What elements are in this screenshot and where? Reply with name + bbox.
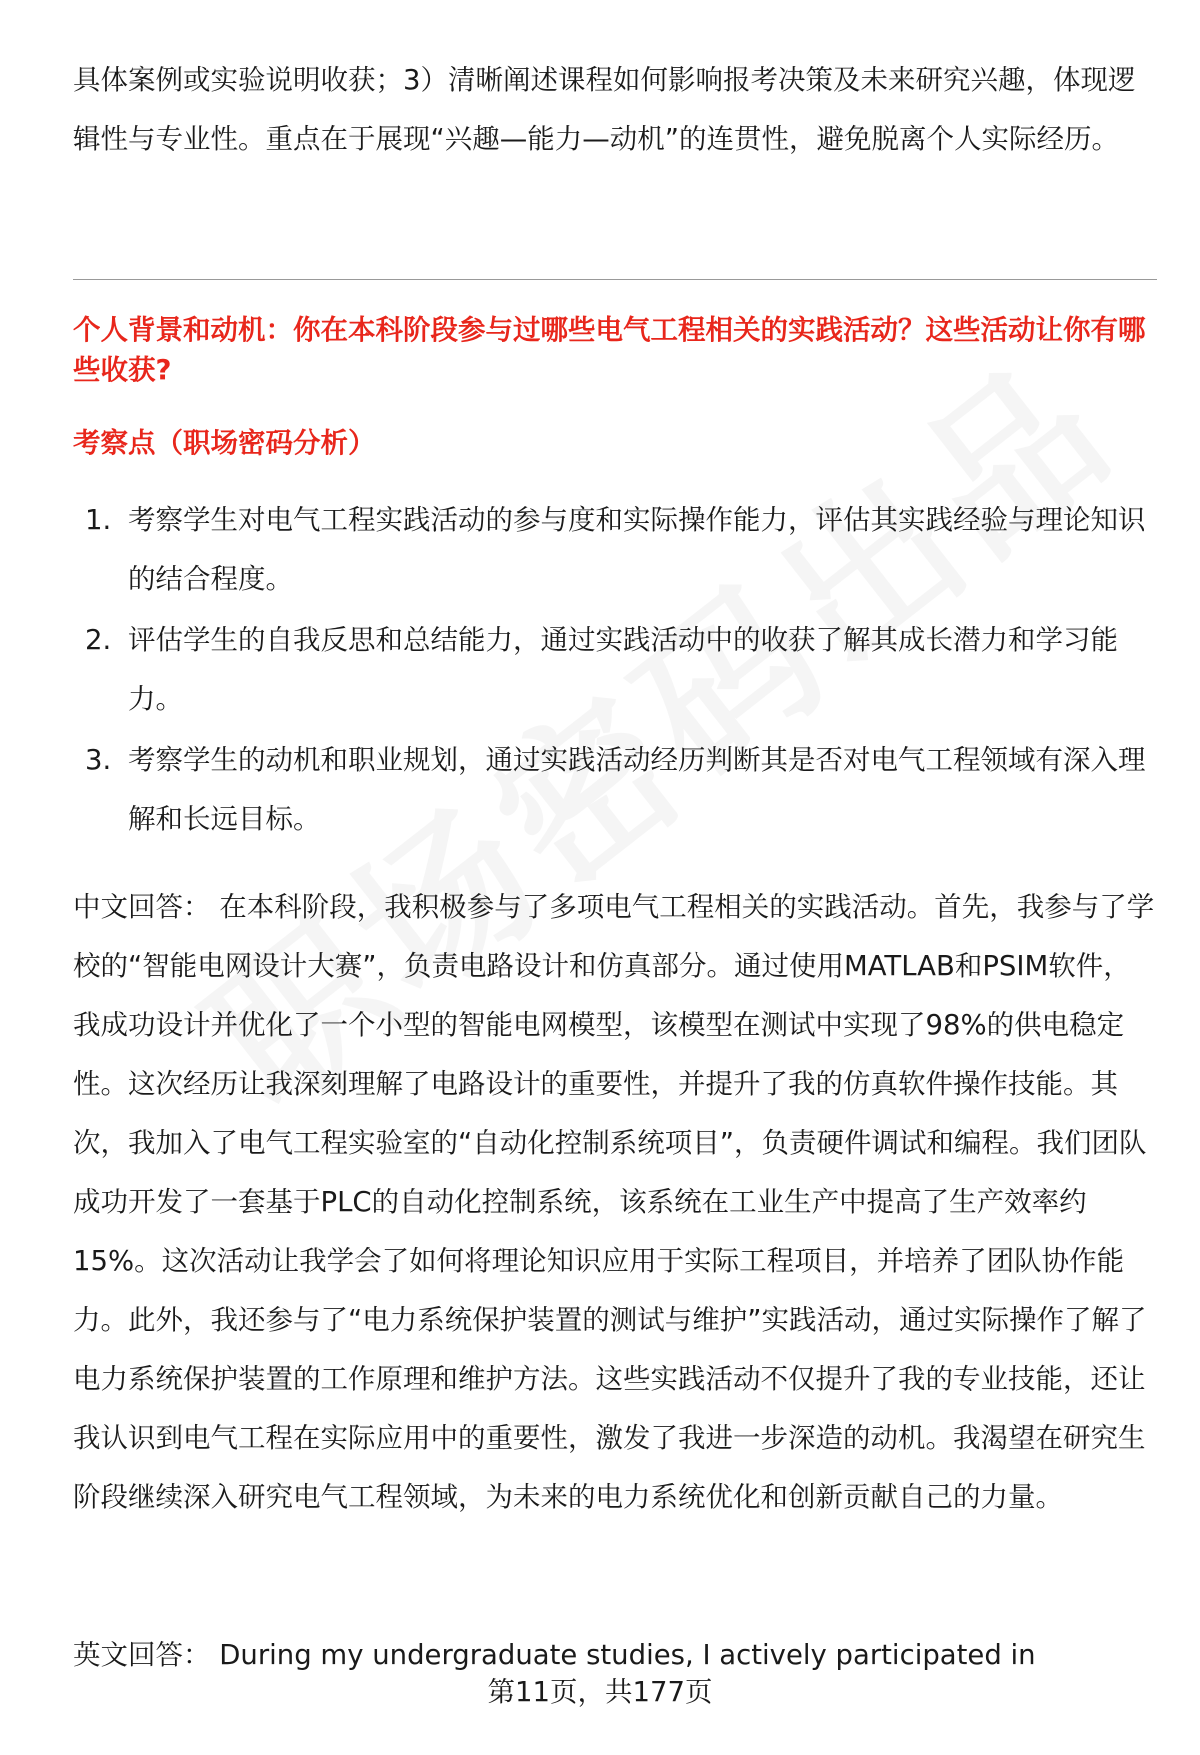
intro-paragraph: 具体案例或实验说明收获；3）清晰阐述课程如何影响报考决策及未来研究兴趣，体现逻辑性与专业性。重点在于展现“兴趣—能力—动机”的连贯性，避免脱离个人实际经历。 (73, 64, 1136, 155)
point-text: 考察学生对电气工程实践活动的参与度和实际操作能力，评估其实践经验与理论知识的结合程度。 (128, 504, 1146, 595)
analysis-point-list (73, 491, 1163, 851)
point-text: 考察学生的动机和职业规划，通过实践活动经历判断其是否对电气工程领域有深入理解和长远目标。 (128, 744, 1146, 835)
point-number: 2. (85, 624, 112, 656)
section-divider (73, 279, 1157, 280)
analysis-point (73, 491, 1163, 609)
analysis-heading: 考察点（职场密码分析） (73, 427, 376, 459)
point-number: 1. (85, 504, 112, 536)
english-answer: 英文回答： During my undergraduate studies, I actively participated in (73, 1639, 1036, 1671)
analysis-point (73, 731, 1163, 849)
chinese-answer: 中文回答： 在本科阶段，我积极参与了多项电气工程相关的实践活动。首先，我参与了学校的“智能电网设计大赛”，负责电路设计和仿真部分。通过使用MATLAB和PSIM软件，我成功设计并优化了一个小型的智能电网模型，该模型在测试中实现了98%的供电稳定性。这次经历让我深刻理解了电路设计的重要性，并提升了我的仿真软件操作技能。其次，我加入了电气工程实验室的“自动化控制系统项目”，负责硬件调试和编程。我们团队成功开发了一套基于PLC的自动化控制系统，该系统在工业生产中提高了生产效率约15%。这次活动让我学会了如何将理论知识应用于实际工程项目，并培养了团队协作能力。此外，我还参与了“电力系统保护装置的测试与维护”实践活动，通过实际操作了解了电力系统保护装置的工作原理和维护方法。这些实践活动不仅提升了我的专业技能，还让我认识到电气工程在实际应用中的重要性，激发了我进一步深造的动机。我渴望在研究生阶段继续深入研究电气工程领域，为未来的电力系统优化和创新贡献自己的力量。 (73, 891, 1155, 1513)
analysis-point (73, 611, 1163, 729)
page-footer: 第11页，共177页 (487, 1676, 713, 1708)
point-number: 3. (85, 744, 112, 776)
question-heading: 个人背景和动机：你在本科阶段参与过哪些电气工程相关的实践活动？这些活动让你有哪些收获? (73, 314, 1146, 386)
point-text: 评估学生的自我反思和总结能力，通过实践活动中的收获了解其成长潜力和学习能力。 (128, 624, 1118, 715)
